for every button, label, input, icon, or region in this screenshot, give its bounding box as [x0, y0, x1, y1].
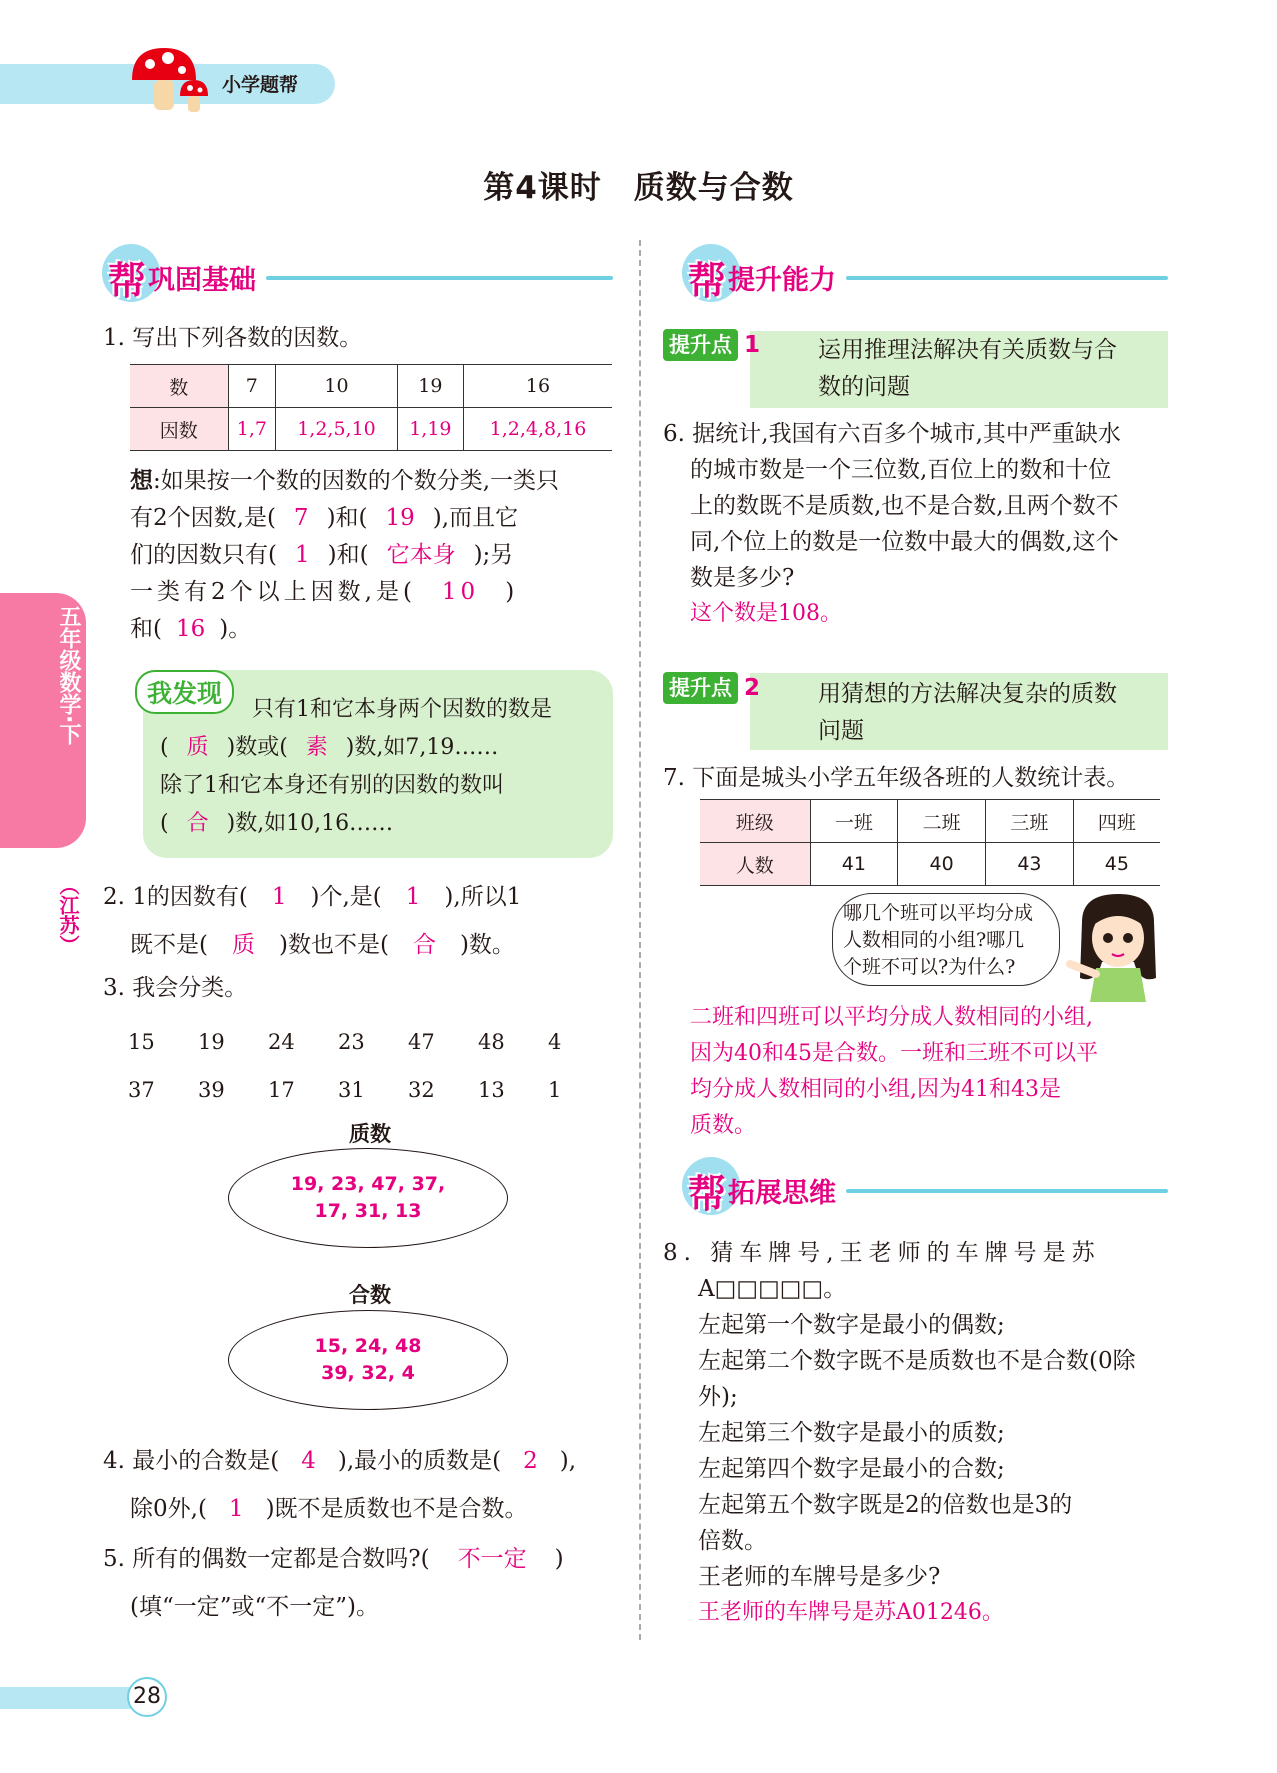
- point1-text: [818, 332, 1117, 406]
- point2-tag: [663, 671, 760, 705]
- table-cell: 16: [463, 365, 612, 408]
- column-divider: [639, 240, 641, 1640]
- q3-stem: 3. 我会分类。: [103, 975, 248, 1001]
- text: 二班和四班可以平均分成人数相同的小组,: [690, 1005, 1093, 1030]
- section-bang: 帮: [688, 1172, 727, 1216]
- q6: [663, 416, 1173, 632]
- text: 哪几个班可以平均分成: [843, 902, 1034, 924]
- text: 同,个位上的数是一位数中最大的偶数,这个: [690, 529, 1119, 555]
- table-cell: 二班: [898, 800, 986, 843]
- section-name: 提升能力: [728, 265, 837, 296]
- speech-bubble-text: [843, 900, 1033, 981]
- answer: 1: [294, 542, 310, 568]
- table-cell: 10: [276, 365, 398, 408]
- section-improve-heading: [688, 250, 1168, 305]
- table-head-cell: 数: [130, 365, 228, 408]
- point1-tag: [663, 328, 760, 362]
- discover-text: [160, 691, 610, 843]
- text: 问题: [818, 718, 864, 744]
- q3-number: 31: [338, 1078, 365, 1102]
- q3-number: 32: [408, 1078, 435, 1102]
- text: 和(: [130, 616, 162, 642]
- q3-number: 17: [268, 1078, 295, 1102]
- text: 4. 最小的合数是(: [103, 1448, 280, 1474]
- answer-cell: 1,2,5,10: [276, 408, 398, 451]
- text: )数。: [459, 932, 515, 958]
- section-bang: 帮: [688, 259, 727, 303]
- composite-ellipse: [228, 1310, 508, 1410]
- table-head-cell: 因数: [130, 408, 228, 451]
- q3-number-row: [128, 1018, 618, 1066]
- text: 运用推理法解决有关质数与合: [818, 337, 1117, 363]
- text: 们的因数只有(: [130, 542, 277, 568]
- q7-class-table: [700, 799, 1160, 886]
- brand-label: 小学题帮: [222, 74, 299, 96]
- q7-stem: 7. 下面是城头小学五年级各班的人数统计表。: [663, 765, 1130, 791]
- text: (: [160, 735, 169, 760]
- table-head-cell: 班级: [700, 800, 810, 843]
- answer: 不一定: [457, 1546, 527, 1572]
- prime-answer-line: 19, 23, 47, 37,: [290, 1173, 446, 1195]
- q3-number: 13: [478, 1078, 505, 1102]
- text: 除0外,(: [130, 1496, 207, 1522]
- answer: 合: [186, 811, 209, 836]
- table-cell: 三班: [986, 800, 1074, 843]
- q3-number-row: [128, 1066, 618, 1114]
- q3-number: 24: [268, 1030, 295, 1054]
- q3-number: 47: [408, 1030, 435, 1054]
- point-tag-label: 提升点: [663, 672, 738, 704]
- text: 只有1和它本身两个因数的数是: [252, 697, 552, 722]
- answer: 1: [228, 1496, 244, 1522]
- point-number: 1: [744, 332, 761, 358]
- text: 左起第二个数字既不是质数也不是合数(0除: [698, 1348, 1136, 1374]
- think-label: 想: [130, 467, 153, 494]
- point-tag-label: 提升点: [663, 329, 738, 361]
- text: 个班不可以?为什么?: [843, 956, 1016, 978]
- q1-factor-table: [130, 364, 612, 451]
- composite-answer-line: 39, 32, 4: [321, 1362, 415, 1384]
- text: )数或(: [226, 735, 288, 760]
- girl-illustration-icon: [1060, 892, 1175, 1002]
- q7-answer: [690, 1000, 1170, 1144]
- section-name: 巩固基础: [148, 265, 257, 296]
- text: 的城市数是一个三位数,百位上的数和十位: [690, 457, 1112, 483]
- q3-number: 23: [338, 1030, 365, 1054]
- text: 人数相同的小组?哪几: [843, 929, 1025, 951]
- text: 除了1和它本身还有别的因数的数叫: [160, 773, 504, 798]
- text: )。: [219, 616, 252, 642]
- text: )个,是(: [310, 884, 382, 910]
- section-bang: 帮: [108, 259, 147, 303]
- text: )数,如7,19……: [345, 735, 499, 760]
- composite-label: 合数: [349, 1283, 391, 1307]
- answer-cell: 1,19: [397, 408, 463, 451]
- table-cell: 19: [397, 365, 463, 408]
- text: 左起第四个数字是最小的合数;: [698, 1456, 1005, 1482]
- text: 2. 1的因数有(: [103, 884, 248, 910]
- point2-text: [818, 676, 1117, 750]
- q8-answer: 王老师的车牌号是苏A01246。: [698, 1600, 1004, 1625]
- text: 有2个因数,是(: [130, 505, 276, 531]
- q4: [103, 1437, 618, 1533]
- table-cell: 7: [228, 365, 276, 408]
- q3-number-rows: [128, 1018, 618, 1114]
- prime-answer-line: 17, 31, 13: [314, 1200, 422, 1222]
- text: ): [554, 1546, 564, 1572]
- answer: 质: [186, 735, 209, 760]
- text: 左起第三个数字是最小的质数;: [698, 1420, 1005, 1446]
- text: A□□□□□。: [698, 1276, 847, 1302]
- answer-cell: 1,2,4,8,16: [463, 408, 612, 451]
- text: )和(: [326, 505, 368, 531]
- answer: 19: [385, 505, 415, 531]
- text: (填“一定”或“不一定”)。: [130, 1594, 379, 1620]
- text: 因为40和45是合数。一班和三班不可以平: [690, 1041, 1098, 1066]
- section-basic-heading: [108, 250, 613, 305]
- answer: 1: [405, 884, 421, 910]
- table-cell: 41: [810, 843, 898, 886]
- text: )既不是质数也不是合数。: [265, 1496, 528, 1522]
- text: 左起第一个数字是最小的偶数;: [698, 1312, 1005, 1338]
- grade-label: 五年级数学·下: [56, 605, 81, 746]
- text: ),而且它: [432, 505, 519, 531]
- table-cell: 45: [1073, 843, 1160, 886]
- text: 王老师的车牌号是多少?: [698, 1564, 941, 1590]
- text: )和(: [327, 542, 369, 568]
- text: 6. 据统计,我国有六百多个城市,其中严重缺水: [663, 421, 1121, 447]
- table-cell: 40: [898, 843, 986, 886]
- table-cell: 四班: [1073, 800, 1160, 843]
- text: 外);: [698, 1384, 738, 1410]
- page-number: 28: [127, 1677, 167, 1717]
- text: 一类有2个以上因数,是(: [130, 579, 416, 605]
- text: 均分成人数相同的小组,因为41和43是: [690, 1077, 1061, 1102]
- answer: 质: [231, 932, 255, 958]
- text: 既不是(: [130, 932, 208, 958]
- point-number: 2: [744, 675, 761, 701]
- text: )数,如10,16……: [226, 811, 394, 836]
- answer: 4: [301, 1448, 316, 1474]
- q6-answer: 这个数是108。: [690, 601, 842, 626]
- prime-label: 质数: [349, 1122, 391, 1146]
- prime-ellipse: [228, 1148, 508, 1248]
- q3-number: 1: [548, 1078, 562, 1102]
- page-title: 第4课时 质数与合数: [483, 170, 794, 206]
- text: 5. 所有的偶数一定都是合数吗?(: [103, 1546, 430, 1572]
- table-cell: 43: [986, 843, 1074, 886]
- text: 左起第五个数字既是2的倍数也是3的: [698, 1492, 1073, 1518]
- text: 数的问题: [818, 374, 910, 400]
- discover-tag: 我发现: [135, 670, 234, 714]
- table-head-cell: 人数: [700, 843, 810, 886]
- text: ),所以1: [444, 884, 522, 910]
- text: )数也不是(: [278, 932, 389, 958]
- composite-answer-line: 15, 24, 48: [314, 1335, 422, 1357]
- answer: 素: [305, 735, 328, 760]
- text: ),: [559, 1448, 577, 1474]
- q5: [103, 1535, 564, 1631]
- mushroom-logo-icon: [128, 44, 218, 114]
- q1-stem: 1. 写出下列各数的因数。: [103, 325, 363, 351]
- text: 数是多少?: [690, 565, 795, 591]
- answer: 1: [271, 884, 287, 910]
- answer: 合: [412, 932, 436, 958]
- section-expand-heading: [688, 1163, 1168, 1218]
- section-name: 拓展思维: [728, 1178, 837, 1209]
- q3-number: 37: [128, 1078, 155, 1102]
- footer-bar: [0, 1687, 140, 1709]
- text: :如果按一个数的因数的个数分类,一类只: [153, 468, 560, 494]
- q1-think: [130, 462, 612, 648]
- text: ),最小的质数是(: [337, 1448, 502, 1474]
- text: 质数。: [690, 1113, 757, 1138]
- answer: 16: [175, 616, 206, 642]
- text: ): [505, 579, 519, 605]
- answer: 2: [523, 1448, 538, 1474]
- region-label: （江苏）: [56, 875, 80, 955]
- answer: 7: [293, 505, 309, 531]
- answer: 它本身: [386, 542, 456, 568]
- q3-number: 39: [198, 1078, 225, 1102]
- q3-number: 15: [128, 1030, 155, 1054]
- q3-number: 4: [548, 1030, 562, 1054]
- text: (: [160, 811, 169, 836]
- text: );另: [473, 542, 514, 568]
- q3-number: 48: [478, 1030, 505, 1054]
- text: 用猜想的方法解决复杂的质数: [818, 681, 1117, 707]
- text: 倍数。: [698, 1528, 767, 1554]
- q8: [663, 1235, 1173, 1631]
- answer: 10: [441, 579, 480, 605]
- answer-cell: 1,7: [228, 408, 276, 451]
- q2: [103, 873, 521, 969]
- q3-number: 19: [198, 1030, 225, 1054]
- text: 上的数既不是质数,也不是合数,且两个数不: [690, 493, 1119, 519]
- text: 8. 猜车牌号,王老师的车牌号是苏: [663, 1240, 1101, 1266]
- table-cell: 一班: [810, 800, 898, 843]
